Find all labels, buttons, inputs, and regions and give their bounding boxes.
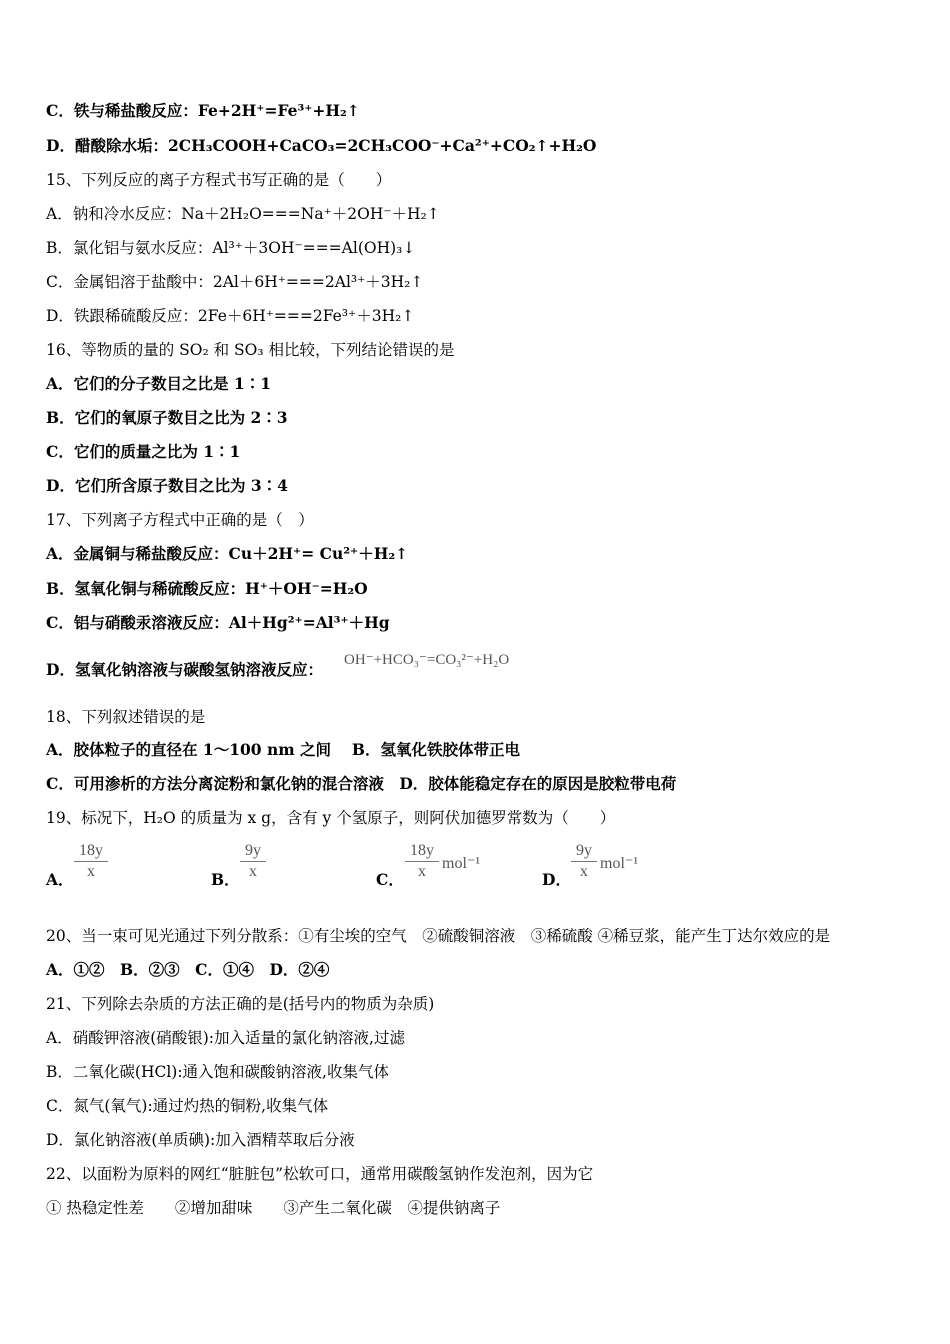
q20-options: A．①② B．②③ C．①④ D．②④ <box>46 960 330 979</box>
q15-option-a: A．钠和冷水反应：Na＋2H₂O===Na⁺＋2OH⁻＋H₂↑ <box>46 205 440 223</box>
q15-option-b: B．氯化铝与氨水反应：Al³⁺＋3OH⁻===Al(OH)₃↓ <box>46 239 416 257</box>
q18-options-ab: A．胶体粒子的直径在 1～100 nm 之间 B．氢氧化铁胶体带正电 <box>46 740 521 759</box>
q21-option-d: D．氯化钠溶液(单质碘):加入酒精萃取后分液 <box>46 1131 355 1149</box>
q20-stem: 20、当一束可见光通过下列分散系：①有尘埃的空气 ②硫酸铜溶液 ③稀硫酸 ④稀豆浆，能产生丁达尔效应的是 <box>46 927 831 945</box>
fraction-bar <box>74 861 108 862</box>
fraction-bar <box>240 861 266 862</box>
q19-option-a-label: A． <box>46 870 74 889</box>
fraction-denominator: x <box>87 863 95 880</box>
q17-option-d: D．氢氧化钠溶液与碳酸氢钠溶液反应： <box>46 660 323 679</box>
fraction-numerator: 9y <box>576 842 592 859</box>
q14-option-c: C．铁与稀盐酸反应：Fe+2H⁺=Fe³⁺+H₂↑ <box>46 101 360 120</box>
fraction-bar <box>405 861 439 862</box>
q14-option-d: D．醋酸除水垢：2CH₃COOH+CaCO₃=2CH₃COO⁻+Ca²⁺+CO₂↑+H₂O <box>46 136 597 155</box>
q19-option-b-fraction <box>240 842 266 881</box>
q16-option-c: C．它们的质量之比为 1∶1 <box>46 442 241 461</box>
q22-stem: 22、以面粉为原料的网红“脏脏包”松软可口，通常用碳酸氢钠作发泡剂，因为它 <box>46 1165 594 1183</box>
q21-stem: 21、下列除去杂质的方法正确的是(括号内的物质为杂质) <box>46 995 435 1013</box>
q17-option-c: C．铝与硝酸汞溶液反应：Al＋Hg²⁺=Al³⁺＋Hg <box>46 613 390 632</box>
q19-option-c-fraction <box>405 842 439 881</box>
q22-options: ① 热稳定性差 ②增加甜味 ③产生二氧化碳 ④提供钠离子 <box>46 1199 501 1217</box>
q17-option-d-equation: OH⁻+HCO₃⁻=CO₃²⁻+H₂O <box>344 652 510 668</box>
fraction-numerator: 18y <box>410 842 434 859</box>
fraction-numerator: 9y <box>245 842 261 859</box>
q18-options-cd: C．可用渗析的方法分离淀粉和氯化钠的混合溶液 D．胶体能稳定存在的原因是胶粒带电荷 <box>46 774 677 793</box>
fraction-numerator: 18y <box>79 842 103 859</box>
q15-option-c: C．金属铝溶于盐酸中：2Al＋6H⁺===2Al³⁺＋3H₂↑ <box>46 273 424 291</box>
q16-option-d: D．它们所含原子数目之比为 3∶4 <box>46 476 288 495</box>
q16-option-b: B．它们的氧原子数目之比为 2∶3 <box>46 408 288 427</box>
q18-stem: 18、下列叙述错误的是 <box>46 708 206 726</box>
q16-stem: 16、等物质的量的 SO₂ 和 SO₃ 相比较，下列结论错误的是 <box>46 341 455 359</box>
q19-option-a-fraction <box>74 842 108 881</box>
fraction-denominator: x <box>580 863 588 880</box>
q19-option-c-unit: mol⁻¹ <box>442 855 481 872</box>
q21-option-a: A．硝酸钾溶液(硝酸银):加入适量的氯化钠溶液,过滤 <box>46 1029 405 1047</box>
q17-option-a: A．金属铜与稀盐酸反应：Cu＋2H⁺= Cu²⁺＋H₂↑ <box>46 544 409 563</box>
q15-stem: 15、下列反应的离子方程式书写正确的是（ ） <box>46 171 392 189</box>
q19-option-c-label: C． <box>376 870 404 889</box>
q19-option-d-fraction <box>571 842 597 881</box>
q16-option-a: A．它们的分子数目之比是 1∶1 <box>46 374 271 393</box>
q19-stem: 19、标况下，H₂O 的质量为 x g，含有 y 个氢原子，则阿伏加德罗常数为（ ） <box>46 809 616 827</box>
q17-option-b: B．氢氧化铜与稀硫酸反应：H⁺＋OH⁻=H₂O <box>46 579 368 598</box>
q15-option-d: D．铁跟稀硫酸反应：2Fe＋6H⁺===2Fe³⁺＋3H₂↑ <box>46 307 415 325</box>
q19-option-d-label: D． <box>542 870 571 889</box>
fraction-bar <box>571 861 597 862</box>
fraction-denominator: x <box>418 863 426 880</box>
q19-option-d-unit: mol⁻¹ <box>600 855 639 872</box>
q19-option-b-label: B． <box>211 870 240 889</box>
fraction-denominator: x <box>249 863 257 880</box>
q21-option-b: B．二氧化碳(HCl):通入饱和碳酸钠溶液,收集气体 <box>46 1063 389 1081</box>
q17-stem: 17、下列离子方程式中正确的是（ ） <box>46 511 314 529</box>
q21-option-c: C．氮气(氧气):通过灼热的铜粉,收集气体 <box>46 1097 329 1115</box>
